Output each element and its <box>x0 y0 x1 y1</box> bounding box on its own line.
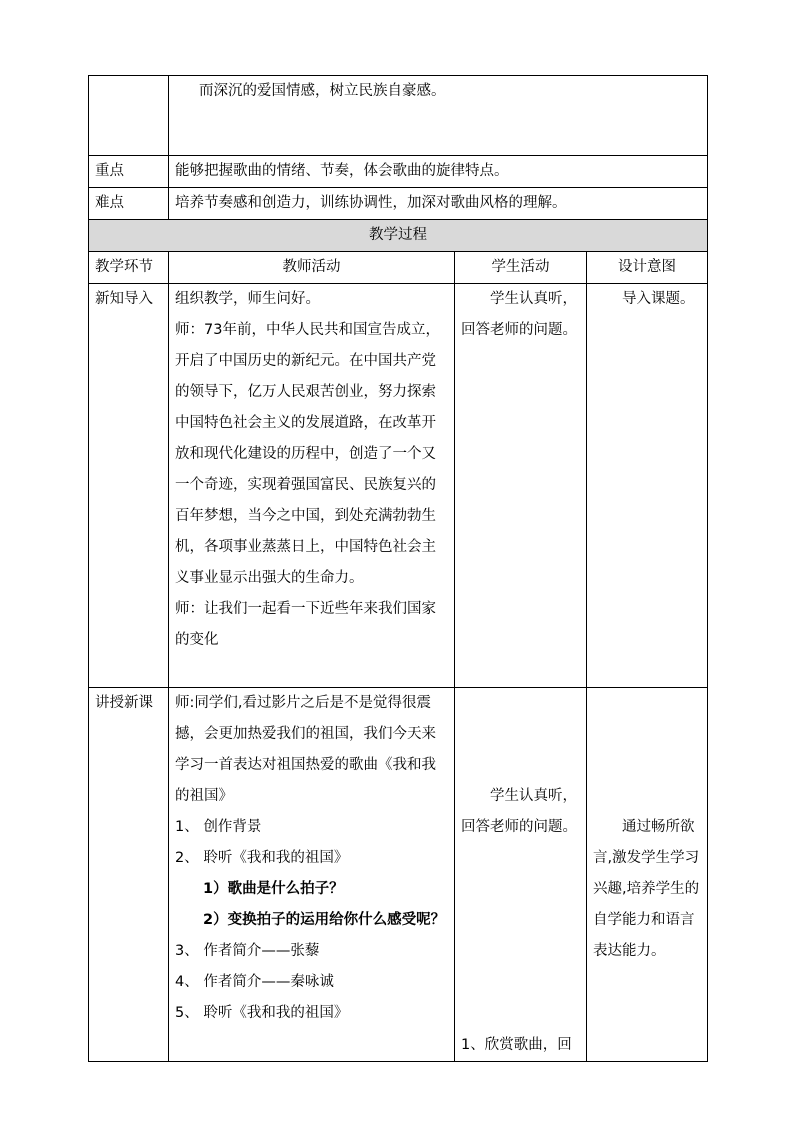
intent-text: 通过畅所欲言,激发学生学习兴趣,培养学生的自学能力和语言表达能力。 <box>593 819 700 959</box>
empty-label-cell <box>89 76 169 156</box>
teacher-activity-new-lesson <box>169 688 455 1062</box>
lesson-plan-table <box>88 75 708 1062</box>
stage-intro: 新知导入 <box>89 284 169 688</box>
col-header-student: 学生活动 <box>455 252 587 284</box>
teacher-line: 师：让我们一起看一下近些年来我们国家的变化 <box>175 601 436 648</box>
teacher-question: 1）歌曲是什么拍子？ <box>203 881 344 897</box>
difficulty-text: 培养节奏感和创造力，训练协调性，加深对歌曲风格的理解。 <box>169 188 708 220</box>
col-header-stage: 教学环节 <box>89 252 169 284</box>
teacher-line: 1、 创作背景 <box>175 819 262 835</box>
student-text: 学生认真听，回答老师的问题。 <box>461 788 577 835</box>
difficulty-row <box>89 188 708 220</box>
col-header-intent: 设计意图 <box>587 252 708 284</box>
intent-text: 导入课题。 <box>622 291 695 307</box>
teacher-line: 组织教学，师生问好。 <box>175 291 320 307</box>
column-header-row <box>89 252 708 284</box>
section-intro-row <box>89 284 708 688</box>
teacher-line: 2、 聆听《我和我的祖国》 <box>175 850 349 866</box>
goal-continuation-cell <box>169 76 708 156</box>
teacher-line: 师：73年前，中华人民共和国宣告成立，开启了中国历史的新纪元。在中国共产党的领导下，亿万人民艰苦创业，努力探索中国特色社会主义的发展道路，在改革开放和现代化建设的历程中，创造了一个又一个奇迹，实现着强国富民、民族复兴的百年梦想，当今之中国，到处充满勃勃生机，各项事业蒸蒸日上，中国特色社会主义事业显示出强大的生命力。 <box>175 322 440 586</box>
teacher-line: 4、 作者简介——秦咏诚 <box>175 974 334 990</box>
teacher-activity-intro <box>169 284 455 688</box>
design-intent-intro <box>587 284 708 688</box>
key-point-text: 能够把握歌曲的情绪、节奏，体会歌曲的旋律特点。 <box>169 156 708 188</box>
teacher-line: 5、 聆听《我和我的祖国》 <box>175 1005 349 1021</box>
design-intent-new-lesson <box>587 688 708 1062</box>
difficulty-label: 难点 <box>89 188 169 220</box>
stage-new-lesson: 讲授新课 <box>89 688 169 1062</box>
student-activity-intro <box>455 284 587 688</box>
teacher-question: 2）变换拍子的运用给你什么感受呢？ <box>203 912 446 928</box>
section-new-lesson-row <box>89 688 708 1062</box>
goal-continuation-row <box>89 76 708 156</box>
student-text-2: 1、欣赏歌曲，回 <box>461 1037 572 1053</box>
process-title-row <box>89 220 708 252</box>
goal-continuation-text: 而深沉的爱国情感，树立民族自豪感。 <box>199 83 446 99</box>
student-activity-new-lesson <box>455 688 587 1062</box>
key-point-label: 重点 <box>89 156 169 188</box>
key-point-row <box>89 156 708 188</box>
teacher-line: 3、 作者简介——张藜 <box>175 943 320 959</box>
col-header-teacher: 教师活动 <box>169 252 455 284</box>
teacher-line: 师:同学们,看过影片之后是不是觉得很震撼，会更加热爱我们的祖国，我们今天来学习一首表达对祖国热爱的歌曲《我和我的祖国》 <box>175 695 436 804</box>
student-text: 学生认真听，回答老师的问题。 <box>461 291 577 338</box>
process-title: 教学过程 <box>89 220 708 252</box>
